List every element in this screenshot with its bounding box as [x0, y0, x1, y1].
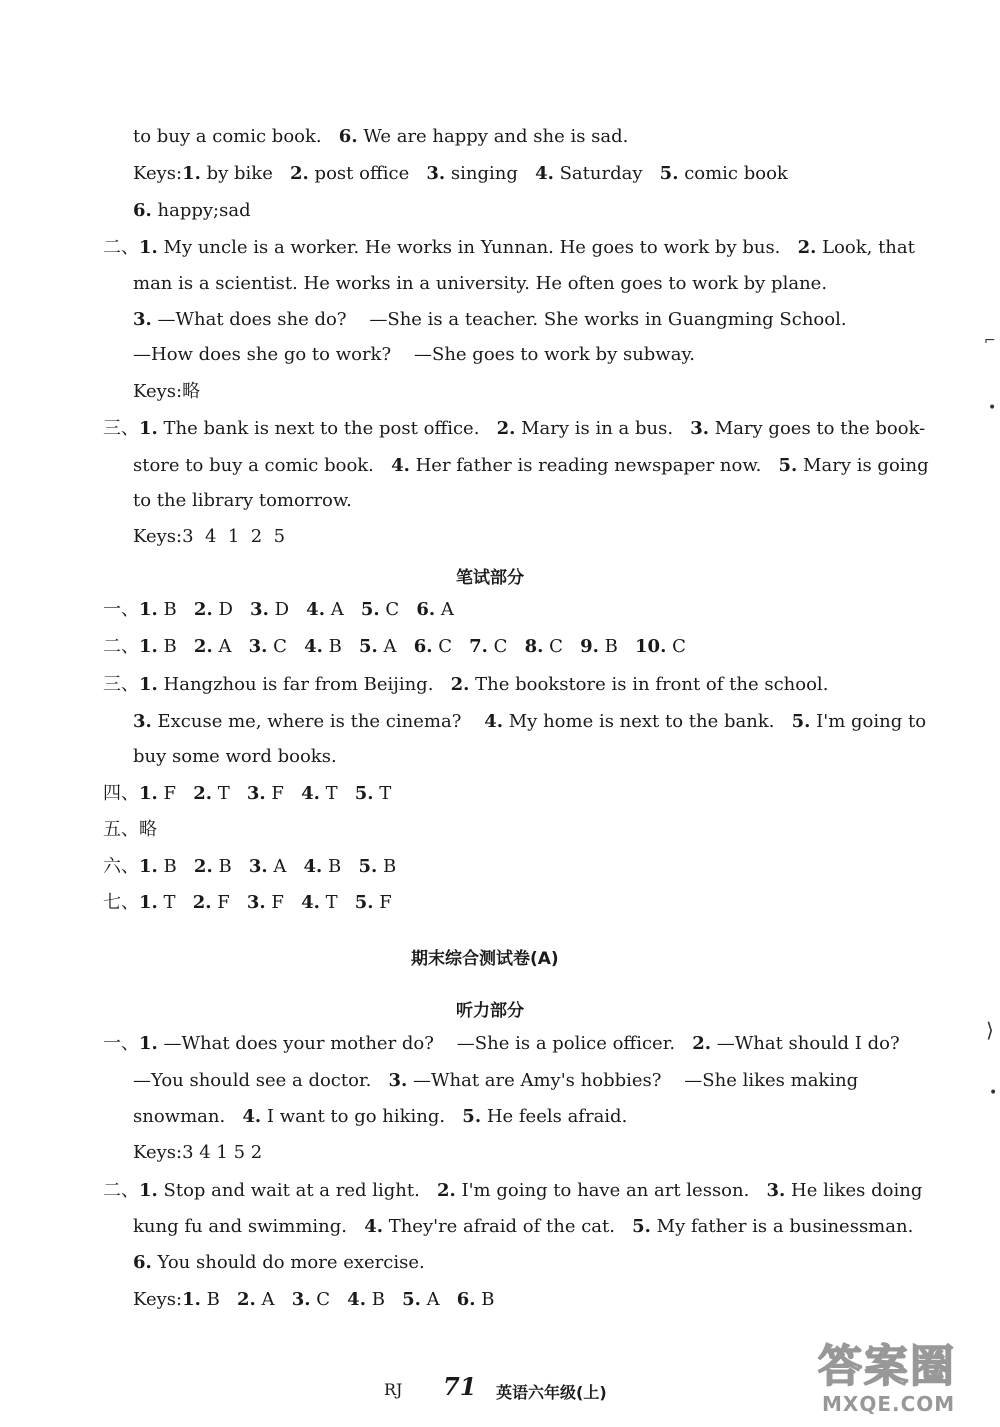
- text-line: 一、1. B 2. D 3. D 4. A 5. C 6. A: [103, 599, 454, 620]
- footer-book-title: 英语六年级(上): [496, 1383, 607, 1402]
- footer-edition: RJ: [384, 1380, 403, 1399]
- text-line: 二、1. Stop and wait at a red light. 2. I'm going to have an art lesson. 3. He likes doing: [103, 1180, 923, 1201]
- watermark-logo: [818, 1330, 993, 1420]
- text-line: Keys:1. B 2. A 3. C 4. B 5. A 6. B: [133, 1289, 495, 1310]
- exam-title: 期末综合测试卷(A): [411, 949, 559, 969]
- watermark-site: MXQE.COM: [822, 1392, 956, 1416]
- text-line: —You should see a doctor. 3. —What are Amy's hobbies? —She likes making: [133, 1070, 859, 1091]
- text-line: 6. You should do more exercise.: [133, 1252, 425, 1273]
- text-line: 3. —What does she do? —She is a teacher. She works in Guangming School.: [133, 309, 847, 330]
- text-line: 三、1. Hangzhou is far from Beijing. 2. The bookstore is in front of the school.: [103, 674, 829, 695]
- text-line: 五、略: [103, 819, 157, 840]
- watermark-glyphs: 答案圈: [818, 1341, 956, 1392]
- text-line: 一、1. —What does your mother do? —She is a police officer. 2. —What should I do?: [103, 1033, 900, 1054]
- text-line: 三、1. The bank is next to the post office. 2. Mary is in a bus. 3. Mary goes to the book-: [103, 418, 926, 439]
- text-line: 四、1. F 2. T 3. F 4. T 5. T: [103, 783, 392, 804]
- text-line: 3. Excuse me, where is the cinema? 4. My home is next to the bank. 5. I'm going to: [133, 711, 927, 732]
- text-line: 6. happy;sad: [133, 200, 251, 221]
- text-line: Keys:1. by bike 2. post office 3. singing 4. Saturday 5. comic book: [133, 163, 788, 184]
- text-line: store to buy a comic book. 4. Her father is reading newspaper now. 5. Mary is going: [133, 455, 929, 476]
- text-line: Keys:略: [133, 381, 201, 402]
- text-line: Keys:3 4 1 2 5: [133, 526, 286, 547]
- text-line: Keys:3 4 1 5 2: [133, 1142, 263, 1163]
- section-heading-listening: 听力部分: [456, 1001, 524, 1021]
- text-line: man is a scientist. He works in a university. He often goes to work by plane.: [133, 273, 828, 294]
- margin-mark: •: [989, 1085, 998, 1101]
- text-line: 七、1. T 2. F 3. F 4. T 5. F: [103, 892, 392, 913]
- text-line: 二、1. B 2. A 3. C 4. B 5. A 6. C 7. C 8. C 9. B 10. C: [103, 636, 686, 657]
- margin-mark: •: [988, 400, 997, 416]
- text-line: buy some word books.: [133, 746, 337, 767]
- text-line: —How does she go to work? —She goes to work by subway.: [133, 344, 695, 365]
- margin-mark: ⌐: [984, 333, 996, 349]
- text-line: kung fu and swimming. 4. They're afraid of the cat. 5. My father is a businessman.: [133, 1216, 914, 1237]
- text-line: snowman. 4. I want to go hiking. 5. He feels afraid.: [133, 1106, 628, 1127]
- text-line: 二、1. My uncle is a worker. He works in Yunnan. He goes to work by bus. 2. Look, that: [103, 237, 915, 258]
- margin-mark: ⟩: [986, 1018, 994, 1042]
- text-line: 六、1. B 2. B 3. A 4. B 5. B: [103, 856, 397, 877]
- section-heading-written: 笔试部分: [456, 568, 524, 588]
- text-line: to the library tomorrow.: [133, 490, 352, 511]
- page-number: 71: [443, 1372, 477, 1401]
- text-line: to buy a comic book. 6. We are happy and she is sad.: [133, 126, 629, 147]
